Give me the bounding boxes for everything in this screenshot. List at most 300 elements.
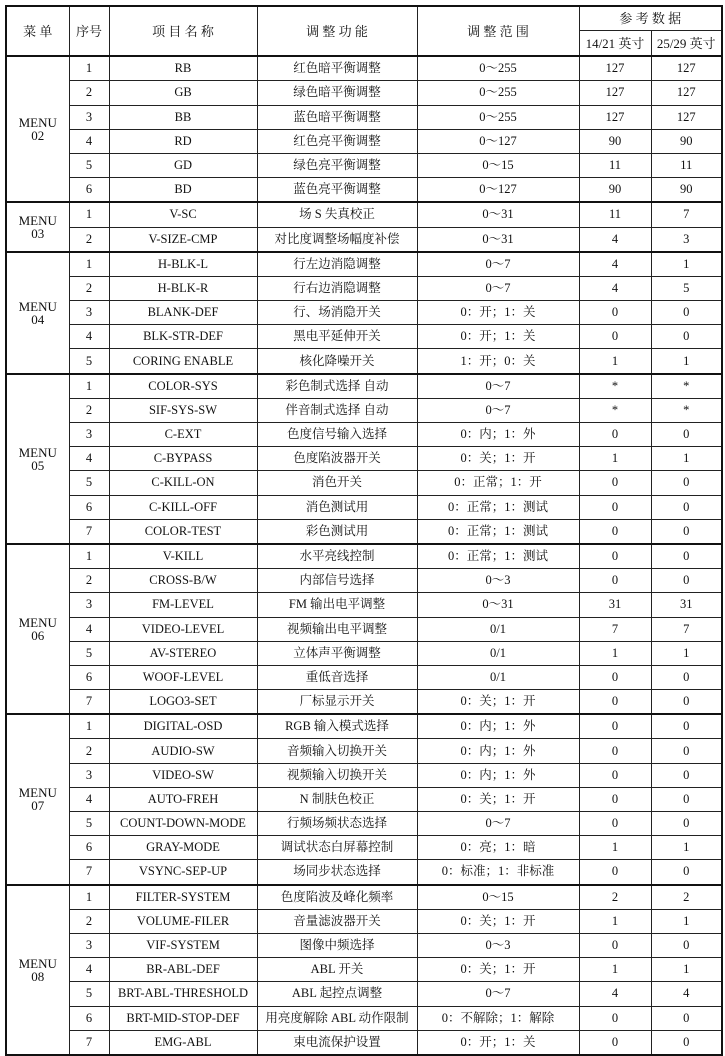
cell-ref-b: 0 — [651, 1006, 722, 1030]
cell-range: 0：开；1：关 — [417, 301, 579, 325]
cell-range: 0：关；1：开 — [417, 958, 579, 982]
menu-label-line2: 06 — [31, 628, 45, 644]
cell-function: 蓝色亮平衡调整 — [257, 178, 417, 203]
table-row — [6, 690, 722, 715]
cell-ref-a: 0 — [579, 933, 651, 957]
cell-ref-a: 0 — [579, 423, 651, 447]
cell-item-name: BR-ABL-DEF — [109, 958, 257, 982]
menu-label-line2: 03 — [31, 226, 45, 241]
cell-function: 图像中频选择 — [257, 933, 417, 957]
cell-range: 0～3 — [417, 933, 579, 957]
cell-function: 束电流保护设置 — [257, 1030, 417, 1055]
table-row — [6, 227, 722, 252]
menu-group-label — [6, 885, 69, 1055]
table-row — [6, 933, 722, 957]
cell-ref-b: * — [651, 398, 722, 422]
cell-function: 水平亮线控制 — [257, 544, 417, 569]
table-row — [6, 836, 722, 860]
cell-item-name: COLOR-TEST — [109, 519, 257, 544]
cell-range: 0～127 — [417, 178, 579, 203]
cell-range: 0：内；1：外 — [417, 423, 579, 447]
cell-seq: 1 — [69, 714, 109, 739]
cell-function: 红色亮平衡调整 — [257, 129, 417, 153]
table-row — [6, 958, 722, 982]
menu-label-line2: 02 — [31, 128, 45, 144]
cell-ref-a: 0 — [579, 690, 651, 715]
cell-range: 0～7 — [417, 374, 579, 399]
cell-function: 彩色制式选择 自动 — [257, 374, 417, 399]
table-row — [6, 982, 722, 1006]
cell-ref-b: 1 — [651, 252, 722, 277]
table-row — [6, 569, 722, 593]
cell-item-name: V-KILL — [109, 544, 257, 569]
table-row — [6, 56, 722, 81]
table-row — [6, 665, 722, 689]
cell-range: 0/1 — [417, 665, 579, 689]
cell-ref-a: 127 — [579, 105, 651, 129]
cell-range: 0：不解除；1：解除 — [417, 1006, 579, 1030]
table-row — [6, 202, 722, 227]
cell-ref-a: 7 — [579, 617, 651, 641]
cell-ref-a: 0 — [579, 860, 651, 885]
cell-item-name: GD — [109, 153, 257, 177]
cell-ref-a: 2 — [579, 885, 651, 910]
cell-function: 内部信号选择 — [257, 569, 417, 593]
cell-seq: 2 — [69, 81, 109, 105]
cell-item-name: C-KILL-ON — [109, 471, 257, 495]
cell-item-name: COUNT-DOWN-MODE — [109, 812, 257, 836]
table-row — [6, 860, 722, 885]
cell-range: 0～31 — [417, 227, 579, 252]
cell-ref-b: 2 — [651, 885, 722, 910]
cell-function: 彩色测试用 — [257, 519, 417, 544]
header-ref-data: 参 考 数 据 — [579, 6, 722, 31]
cell-item-name: C-EXT — [109, 423, 257, 447]
cell-range: 0～7 — [417, 812, 579, 836]
cell-function: 行左边消隐调整 — [257, 252, 417, 277]
cell-function: 重低音选择 — [257, 665, 417, 689]
cell-ref-b: 3 — [651, 227, 722, 252]
cell-item-name: C-BYPASS — [109, 447, 257, 471]
cell-range: 0/1 — [417, 641, 579, 665]
menu-group-label — [6, 252, 69, 374]
menu-label-line1: MENU — [18, 444, 57, 460]
cell-seq: 3 — [69, 105, 109, 129]
cell-item-name: DIGITAL-OSD — [109, 714, 257, 739]
cell-seq: 4 — [69, 325, 109, 349]
cell-seq: 4 — [69, 447, 109, 471]
cell-item-name: RD — [109, 129, 257, 153]
cell-ref-b: 0 — [651, 933, 722, 957]
cell-ref-b: 0 — [651, 690, 722, 715]
cell-ref-a: 0 — [579, 787, 651, 811]
menu-label-line1: MENU — [18, 115, 57, 131]
cell-ref-a: 1 — [579, 909, 651, 933]
cell-ref-b: 0 — [651, 301, 722, 325]
cell-range: 0：关；1：开 — [417, 447, 579, 471]
cell-seq: 4 — [69, 787, 109, 811]
header-size-b: 25/29 英寸 — [651, 31, 722, 57]
cell-ref-a: 1 — [579, 836, 651, 860]
cell-item-name: GB — [109, 81, 257, 105]
cell-range: 0～3 — [417, 569, 579, 593]
cell-ref-a: 0 — [579, 544, 651, 569]
menu-label-line1: MENU — [18, 785, 57, 801]
cell-seq: 3 — [69, 423, 109, 447]
cell-ref-a: 4 — [579, 982, 651, 1006]
cell-ref-a: 1 — [579, 349, 651, 374]
table-row — [6, 641, 722, 665]
cell-ref-a: 11 — [579, 202, 651, 227]
cell-function: ABL 起控点调整 — [257, 982, 417, 1006]
cell-ref-a: 11 — [579, 153, 651, 177]
cell-item-name: VIDEO-LEVEL — [109, 617, 257, 641]
cell-ref-b: 1 — [651, 909, 722, 933]
cell-ref-b: 127 — [651, 105, 722, 129]
cell-seq: 7 — [69, 690, 109, 715]
cell-range: 0：开；1：关 — [417, 1030, 579, 1055]
table-row — [6, 593, 722, 617]
cell-range: 0：关；1：开 — [417, 909, 579, 933]
cell-seq: 5 — [69, 982, 109, 1006]
table-row — [6, 398, 722, 422]
menu-label-line1: MENU — [18, 213, 57, 228]
menu-group-label — [6, 56, 69, 202]
cell-function: 场同步状态选择 — [257, 860, 417, 885]
cell-seq: 1 — [69, 885, 109, 910]
cell-item-name: SIF-SYS-SW — [109, 398, 257, 422]
cell-item-name: WOOF-LEVEL — [109, 665, 257, 689]
cell-ref-a: 1 — [579, 641, 651, 665]
cell-function: 调试状态白屏幕控制 — [257, 836, 417, 860]
menu-label-line2: 07 — [31, 798, 45, 814]
cell-ref-a: 0 — [579, 714, 651, 739]
cell-seq: 6 — [69, 1006, 109, 1030]
cell-ref-b: 0 — [651, 519, 722, 544]
cell-range: 0～127 — [417, 129, 579, 153]
cell-seq: 1 — [69, 202, 109, 227]
header-size-a: 14/21 英寸 — [579, 31, 651, 57]
cell-ref-b: 11 — [651, 153, 722, 177]
cell-range: 0：内；1：外 — [417, 714, 579, 739]
cell-range: 0～7 — [417, 276, 579, 300]
cell-function: 红色暗平衡调整 — [257, 56, 417, 81]
cell-range: 0：正常；1：测试 — [417, 544, 579, 569]
cell-seq: 6 — [69, 836, 109, 860]
cell-function: 消色开关 — [257, 471, 417, 495]
cell-seq: 2 — [69, 227, 109, 252]
cell-range: 0：关；1：开 — [417, 787, 579, 811]
cell-ref-a: 0 — [579, 495, 651, 519]
cell-range: 0：内；1：外 — [417, 763, 579, 787]
cell-ref-a: 0 — [579, 301, 651, 325]
cell-seq: 7 — [69, 1030, 109, 1055]
cell-seq: 6 — [69, 665, 109, 689]
cell-seq: 4 — [69, 129, 109, 153]
cell-item-name: BLANK-DEF — [109, 301, 257, 325]
cell-seq: 3 — [69, 933, 109, 957]
document-page — [5, 5, 721, 1049]
cell-seq: 1 — [69, 56, 109, 81]
cell-item-name: GRAY-MODE — [109, 836, 257, 860]
cell-range: 0：开；1：关 — [417, 325, 579, 349]
table-row — [6, 739, 722, 763]
cell-seq: 4 — [69, 617, 109, 641]
cell-item-name: VIF-SYSTEM — [109, 933, 257, 957]
cell-ref-a: 90 — [579, 178, 651, 203]
cell-function: 行右边消隐调整 — [257, 276, 417, 300]
cell-ref-b: 0 — [651, 763, 722, 787]
cell-ref-a: 0 — [579, 1030, 651, 1055]
cell-ref-b: 0 — [651, 471, 722, 495]
cell-ref-b: 90 — [651, 178, 722, 203]
cell-item-name: BLK-STR-DEF — [109, 325, 257, 349]
cell-ref-a: 127 — [579, 81, 651, 105]
table-row — [6, 349, 722, 374]
cell-seq: 1 — [69, 544, 109, 569]
header-seq: 序号 — [69, 6, 109, 56]
cell-item-name: VSYNC-SEP-UP — [109, 860, 257, 885]
table-header — [6, 6, 722, 56]
cell-item-name: H-BLK-R — [109, 276, 257, 300]
cell-ref-b: 1 — [651, 958, 722, 982]
cell-range: 0：标准；1：非标准 — [417, 860, 579, 885]
cell-ref-a: 1 — [579, 958, 651, 982]
cell-range: 0～15 — [417, 153, 579, 177]
cell-function: 音频输入切换开关 — [257, 739, 417, 763]
menu-label-line2: 05 — [31, 457, 45, 473]
cell-seq: 3 — [69, 763, 109, 787]
header-item-name: 项 目 名 称 — [109, 6, 257, 56]
table-row — [6, 471, 722, 495]
cell-item-name: AUTO-FREH — [109, 787, 257, 811]
menu-group-label — [6, 202, 69, 251]
header-range: 调 整 范 围 — [417, 6, 579, 56]
table-row — [6, 276, 722, 300]
cell-seq: 3 — [69, 593, 109, 617]
cell-ref-a: 0 — [579, 471, 651, 495]
cell-range: 0：正常；1：开 — [417, 471, 579, 495]
cell-function: 行、场消隐开关 — [257, 301, 417, 325]
cell-range: 0～255 — [417, 81, 579, 105]
table-row — [6, 129, 722, 153]
cell-seq: 5 — [69, 471, 109, 495]
cell-item-name: BB — [109, 105, 257, 129]
cell-function: 绿色亮平衡调整 — [257, 153, 417, 177]
cell-item-name: EMG-ABL — [109, 1030, 257, 1055]
cell-item-name: H-BLK-L — [109, 252, 257, 277]
cell-function: 场 S 失真校正 — [257, 202, 417, 227]
cell-seq: 1 — [69, 374, 109, 399]
table-row — [6, 763, 722, 787]
cell-item-name: AV-STEREO — [109, 641, 257, 665]
cell-item-name: V-SC — [109, 202, 257, 227]
cell-ref-b: 127 — [651, 81, 722, 105]
table-row — [6, 495, 722, 519]
cell-range: 0：亮；1：暗 — [417, 836, 579, 860]
table-row — [6, 714, 722, 739]
table-row — [6, 447, 722, 471]
menu-label-line2: 08 — [31, 968, 45, 984]
cell-item-name: COLOR-SYS — [109, 374, 257, 399]
cell-item-name: FM-LEVEL — [109, 593, 257, 617]
menu-label-line1: MENU — [18, 298, 57, 314]
cell-seq: 1 — [69, 252, 109, 277]
table-row — [6, 153, 722, 177]
table-row — [6, 885, 722, 910]
cell-ref-a: 127 — [579, 56, 651, 81]
menu-label-line1: MENU — [18, 615, 57, 631]
cell-item-name: VIDEO-SW — [109, 763, 257, 787]
table-row — [6, 617, 722, 641]
cell-seq: 5 — [69, 153, 109, 177]
cell-range: 0～31 — [417, 202, 579, 227]
table-row — [6, 519, 722, 544]
cell-ref-b: 0 — [651, 423, 722, 447]
table-row — [6, 105, 722, 129]
menu-label-line1: MENU — [18, 955, 57, 971]
cell-ref-b: 4 — [651, 982, 722, 1006]
header-function: 调 整 功 能 — [257, 6, 417, 56]
cell-ref-b: 5 — [651, 276, 722, 300]
cell-ref-b: 127 — [651, 56, 722, 81]
cell-ref-a: 0 — [579, 665, 651, 689]
cell-ref-a: 0 — [579, 763, 651, 787]
cell-ref-b: 0 — [651, 569, 722, 593]
cell-function: 厂标显示开关 — [257, 690, 417, 715]
cell-item-name: BRT-ABL-THRESHOLD — [109, 982, 257, 1006]
cell-item-name: AUDIO-SW — [109, 739, 257, 763]
cell-seq: 2 — [69, 398, 109, 422]
table-row — [6, 325, 722, 349]
cell-function: 行频场频状态选择 — [257, 812, 417, 836]
cell-range: 1：开；0：关 — [417, 349, 579, 374]
cell-item-name: BRT-MID-STOP-DEF — [109, 1006, 257, 1030]
cell-ref-b: 31 — [651, 593, 722, 617]
table-row — [6, 374, 722, 399]
cell-seq: 5 — [69, 641, 109, 665]
cell-ref-a: 31 — [579, 593, 651, 617]
cell-seq: 7 — [69, 519, 109, 544]
cell-seq: 2 — [69, 569, 109, 593]
header-menu: 菜 单 — [6, 6, 69, 56]
cell-item-name: V-SIZE-CMP — [109, 227, 257, 252]
cell-ref-b: 0 — [651, 714, 722, 739]
cell-range: 0～255 — [417, 56, 579, 81]
cell-ref-a: 4 — [579, 252, 651, 277]
cell-ref-b: 1 — [651, 641, 722, 665]
cell-ref-b: 0 — [651, 544, 722, 569]
cell-ref-b: 0 — [651, 495, 722, 519]
table-row — [6, 812, 722, 836]
cell-ref-b: 0 — [651, 812, 722, 836]
cell-function: 对比度调整场幅度补偿 — [257, 227, 417, 252]
cell-item-name: CROSS-B/W — [109, 569, 257, 593]
cell-function: 立体声平衡调整 — [257, 641, 417, 665]
cell-seq: 5 — [69, 812, 109, 836]
cell-seq: 7 — [69, 860, 109, 885]
cell-item-name: C-KILL-OFF — [109, 495, 257, 519]
cell-seq: 6 — [69, 495, 109, 519]
cell-ref-b: * — [651, 374, 722, 399]
cell-function: 视频输出电平调整 — [257, 617, 417, 641]
cell-item-name: VOLUME-FILER — [109, 909, 257, 933]
cell-function: FM 输出电平调整 — [257, 593, 417, 617]
table-row — [6, 423, 722, 447]
cell-range: 0：正常；1：测试 — [417, 495, 579, 519]
cell-function: 用亮度解除 ABL 动作限制 — [257, 1006, 417, 1030]
cell-seq: 6 — [69, 178, 109, 203]
cell-ref-a: 0 — [579, 739, 651, 763]
cell-item-name: BD — [109, 178, 257, 203]
table-row — [6, 301, 722, 325]
cell-item-name: FILTER-SYSTEM — [109, 885, 257, 910]
table-row — [6, 544, 722, 569]
cell-seq: 2 — [69, 276, 109, 300]
table-row — [6, 909, 722, 933]
cell-seq: 5 — [69, 349, 109, 374]
cell-ref-a: 0 — [579, 1006, 651, 1030]
cell-function: 绿色暗平衡调整 — [257, 81, 417, 105]
menu-group-label — [6, 714, 69, 884]
cell-ref-b: 0 — [651, 787, 722, 811]
cell-function: ABL 开关 — [257, 958, 417, 982]
table-row — [6, 178, 722, 203]
cell-function: 消色测试用 — [257, 495, 417, 519]
cell-item-name: LOGO3-SET — [109, 690, 257, 715]
menu-group-label — [6, 544, 69, 714]
cell-function: 黑电平延伸开关 — [257, 325, 417, 349]
table-row — [6, 252, 722, 277]
cell-seq: 4 — [69, 958, 109, 982]
cell-ref-b: 0 — [651, 325, 722, 349]
cell-range: 0～255 — [417, 105, 579, 129]
adjustment-table — [5, 5, 723, 1056]
cell-range: 0：关；1：开 — [417, 690, 579, 715]
cell-function: 视频输入切换开关 — [257, 763, 417, 787]
cell-ref-b: 1 — [651, 836, 722, 860]
cell-function: 核化降噪开关 — [257, 349, 417, 374]
cell-ref-a: 0 — [579, 325, 651, 349]
cell-function: 色度信号输入选择 — [257, 423, 417, 447]
cell-range: 0：内；1：外 — [417, 739, 579, 763]
cell-ref-a: 90 — [579, 129, 651, 153]
cell-ref-b: 0 — [651, 665, 722, 689]
cell-ref-b: 1 — [651, 349, 722, 374]
cell-seq: 2 — [69, 909, 109, 933]
cell-function: RGB 输入模式选择 — [257, 714, 417, 739]
cell-range: 0～15 — [417, 885, 579, 910]
cell-ref-b: 90 — [651, 129, 722, 153]
cell-ref-b: 0 — [651, 860, 722, 885]
cell-ref-a: 0 — [579, 812, 651, 836]
table-row — [6, 81, 722, 105]
cell-function: 色度陷波器开关 — [257, 447, 417, 471]
cell-range: 0～7 — [417, 982, 579, 1006]
cell-ref-a: * — [579, 374, 651, 399]
menu-label-line2: 04 — [31, 311, 45, 327]
cell-ref-b: 1 — [651, 447, 722, 471]
cell-range: 0：正常；1：测试 — [417, 519, 579, 544]
cell-function: 色度陷波及峰化频率 — [257, 885, 417, 910]
cell-ref-b: 7 — [651, 202, 722, 227]
table-row — [6, 787, 722, 811]
table-body — [6, 56, 722, 1055]
cell-ref-a: * — [579, 398, 651, 422]
cell-seq: 2 — [69, 739, 109, 763]
cell-range: 0～31 — [417, 593, 579, 617]
cell-ref-b: 0 — [651, 739, 722, 763]
